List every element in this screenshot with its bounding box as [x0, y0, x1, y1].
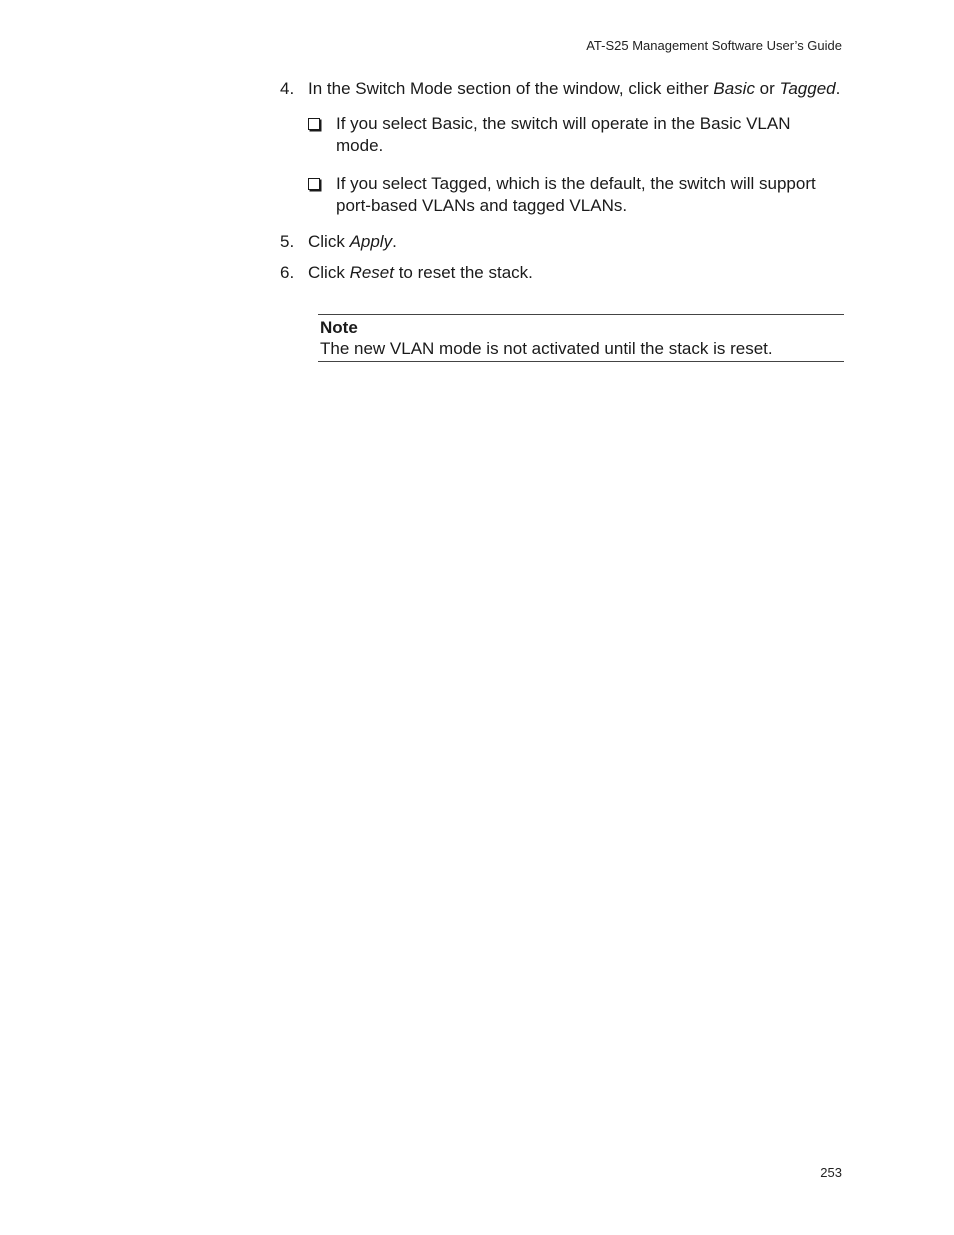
bullet-item	[308, 113, 842, 157]
bullet-text: If you select Tagged, which is the default, the switch will support port-based VLANs and tagged VLANs.	[336, 174, 816, 215]
running-header: AT-S25 Management Software User’s Guide	[586, 38, 842, 53]
step-text: In the Switch Mode section of the window, click either Basic or Tagged.	[308, 79, 841, 98]
bullet-text: If you select Basic, the switch will operate in the Basic VLAN mode.	[336, 114, 791, 155]
step-4-bullets	[308, 113, 842, 217]
reset-label: Reset	[349, 263, 394, 282]
procedure-steps	[280, 78, 842, 293]
step-number: 5.	[280, 232, 295, 251]
tagged-option-label: Tagged	[779, 79, 836, 98]
step-text: Click Apply.	[308, 232, 397, 251]
note-title: Note	[320, 318, 358, 337]
step-text: Click Reset to reset the stack.	[308, 263, 533, 282]
note-box	[318, 314, 844, 362]
step-number: 6.	[280, 263, 295, 282]
step-6	[280, 262, 842, 284]
step-4	[280, 78, 842, 217]
step-5	[280, 231, 842, 253]
step-number: 4.	[280, 79, 295, 98]
basic-option-label: Basic	[713, 79, 755, 98]
apply-label: Apply	[349, 232, 393, 251]
checkbox-bullet-icon	[308, 178, 320, 190]
page-number: 253	[820, 1165, 842, 1180]
note-body: The new VLAN mode is not activated until the stack is reset.	[320, 339, 773, 358]
bullet-item	[308, 173, 842, 217]
checkbox-bullet-icon	[308, 118, 320, 130]
